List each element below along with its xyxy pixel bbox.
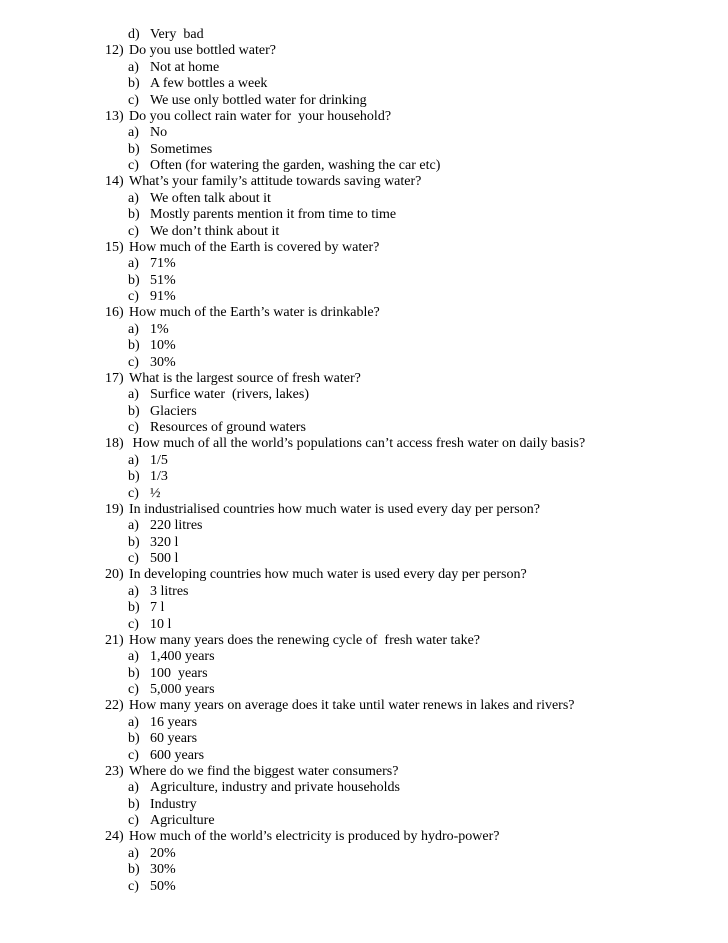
question — [0, 43, 728, 59]
answer-option — [0, 551, 728, 567]
option-letter: b) — [128, 403, 140, 419]
option-text: Surfice water (rivers, lakes) — [150, 387, 309, 403]
option-text: 5,000 years — [150, 682, 215, 697]
answer-option — [0, 355, 728, 371]
question — [0, 698, 728, 714]
option-text: 600 years — [150, 747, 205, 763]
answer-option — [0, 420, 728, 436]
option-letter: a) — [128, 845, 139, 861]
answer-option — [0, 289, 728, 305]
option-text: Glaciers — [150, 403, 197, 419]
option-text: 71% — [150, 256, 176, 272]
question — [0, 829, 728, 845]
question — [0, 371, 728, 387]
question-number: 20) — [105, 567, 124, 583]
answer-option — [0, 191, 728, 207]
answer-option — [0, 600, 728, 616]
option-letter: c) — [128, 485, 139, 501]
answer-option — [0, 60, 728, 76]
question-block — [0, 371, 728, 437]
option-text: Mostly parents mention it from time to time — [150, 207, 397, 223]
option-text: 60 years — [150, 731, 198, 747]
answer-option — [0, 125, 728, 141]
question-number: 21) — [105, 632, 124, 648]
question-list — [0, 43, 728, 895]
option-text: 50% — [150, 878, 176, 894]
option-letter: b) — [128, 862, 140, 878]
option-letter: b) — [128, 338, 140, 354]
question-text: How much of all the world’s populations can’t access fresh water on daily basis? — [129, 436, 586, 452]
questionnaire-page — [0, 27, 728, 895]
question — [0, 174, 728, 190]
question-block — [0, 43, 728, 109]
question-number: 14) — [105, 174, 124, 190]
option-text: 1,400 years — [150, 649, 215, 665]
option-letter: b) — [128, 207, 140, 223]
answer-option — [0, 273, 728, 289]
option-text: 16 years — [150, 714, 198, 730]
option-letter: a) — [128, 59, 139, 75]
answer-option — [0, 748, 728, 764]
answer-option — [0, 338, 728, 354]
option-text: 500 l — [150, 551, 179, 566]
answer-option — [0, 617, 728, 633]
option-letter: c) — [128, 813, 139, 828]
option-text: We don’t think about it — [150, 223, 280, 239]
question-number: 18) — [105, 436, 124, 452]
option-text: 10 l — [150, 616, 172, 632]
answer-option — [0, 207, 728, 223]
answer-option — [0, 862, 728, 878]
option-letter: b) — [128, 534, 140, 550]
question-text: In developing countries how much water is used every day per person? — [129, 567, 527, 583]
answer-option — [0, 715, 728, 731]
answer-option — [0, 142, 728, 158]
option-letter: b) — [128, 796, 140, 812]
question-number: 22) — [105, 698, 124, 714]
option-text: 1/3 — [150, 469, 168, 485]
option-letter: b) — [128, 141, 140, 157]
option-letter: c) — [128, 223, 139, 239]
question-block — [0, 109, 728, 175]
option-letter: c) — [128, 158, 139, 173]
option-text: A few bottles a week — [150, 76, 268, 92]
question-block — [0, 633, 728, 699]
answer-option — [0, 797, 728, 813]
option-letter: b) — [128, 469, 140, 485]
question-number: 16) — [105, 305, 124, 321]
answer-option — [0, 731, 728, 747]
answer-option — [0, 93, 728, 109]
option-letter: b) — [128, 272, 140, 288]
option-letter: a) — [128, 518, 139, 534]
answer-option — [0, 76, 728, 92]
question-text: How much of the Earth is covered by water? — [129, 239, 380, 255]
answer-option — [0, 584, 728, 600]
option-letter: c) — [128, 878, 139, 894]
question-text: What is the largest source of fresh water? — [129, 370, 361, 386]
option-text: No — [150, 125, 168, 141]
option-letter: b) — [128, 600, 140, 616]
option-letter: b) — [128, 731, 140, 747]
option-text: We often talk about it — [150, 190, 271, 206]
option-letter: a) — [128, 256, 139, 272]
question-number: 24) — [105, 829, 124, 845]
answer-option — [0, 453, 728, 469]
question-block — [0, 698, 728, 764]
option-letter: a) — [128, 190, 139, 206]
question-number: 17) — [105, 370, 124, 386]
question — [0, 240, 728, 256]
answer-option — [0, 158, 728, 174]
question-block — [0, 502, 728, 568]
question — [0, 436, 728, 452]
option-text: Very bad — [150, 27, 204, 42]
option-letter: d) — [128, 27, 140, 42]
answer-option — [0, 224, 728, 240]
option-text: Often (for watering the garden, washing the car etc) — [150, 158, 441, 173]
question-block — [0, 305, 728, 371]
option-text: 30% — [150, 862, 176, 878]
answer-option — [0, 469, 728, 485]
option-letter: c) — [128, 92, 139, 108]
question-number: 12) — [105, 43, 124, 59]
question — [0, 109, 728, 125]
answer-option — [0, 780, 728, 796]
option-letter: b) — [128, 665, 140, 681]
question-block — [0, 567, 728, 633]
question — [0, 633, 728, 649]
option-text: 100 years — [150, 665, 208, 681]
option-letter: c) — [128, 289, 139, 304]
option-text: 20% — [150, 845, 176, 861]
answer-option — [0, 404, 728, 420]
question-number: 13) — [105, 108, 124, 124]
option-text: 51% — [150, 272, 176, 288]
answer-option — [0, 846, 728, 862]
option-text: 30% — [150, 354, 176, 370]
question-number: 15) — [105, 239, 124, 255]
answer-option — [0, 682, 728, 698]
question-block — [0, 764, 728, 830]
question-text: Where do we find the biggest water consumers? — [129, 763, 399, 779]
answer-option — [0, 387, 728, 403]
answer-option — [0, 256, 728, 272]
option-text: Sometimes — [150, 141, 213, 157]
question-text: How much of the Earth’s water is drinkable? — [129, 305, 380, 321]
option-letter: a) — [128, 321, 139, 337]
option-letter: c) — [128, 551, 139, 566]
option-letter: c) — [128, 682, 139, 697]
option-letter: c) — [128, 420, 139, 435]
option-text: 10% — [150, 338, 176, 354]
question-text: Do you collect rain water for your household? — [129, 108, 392, 124]
question-text: How many years on average does it take until water renews in lakes and rivers? — [129, 698, 575, 714]
option-text: 220 litres — [150, 518, 203, 534]
option-letter: a) — [128, 780, 139, 796]
answer-option — [0, 322, 728, 338]
option-text: 7 l — [150, 600, 165, 616]
option-letter: a) — [128, 125, 139, 141]
answer-option — [0, 649, 728, 665]
option-text: ½ — [150, 485, 161, 501]
option-letter: a) — [128, 714, 139, 730]
option-text: 91% — [150, 289, 176, 304]
question-text: What’s your family’s attitude towards saving water? — [129, 174, 422, 190]
option-letter: b) — [128, 76, 140, 92]
answer-option — [0, 535, 728, 551]
option-letter: a) — [128, 583, 139, 599]
question-block — [0, 174, 728, 240]
answer-option — [0, 486, 728, 502]
option-text: Agriculture, industry and private households — [150, 780, 401, 796]
option-letter: c) — [128, 747, 139, 763]
option-letter: a) — [128, 387, 139, 403]
question — [0, 502, 728, 518]
question — [0, 305, 728, 321]
option-text: 3 litres — [150, 583, 189, 599]
option-text: Industry — [150, 796, 197, 812]
question-number: 23) — [105, 763, 124, 779]
question-block — [0, 436, 728, 502]
option-letter: c) — [128, 616, 139, 632]
question-text: How many years does the renewing cycle of fresh water take? — [129, 632, 481, 648]
option-text: Resources of ground waters — [150, 420, 306, 435]
option-text: 1/5 — [150, 452, 168, 468]
question-block — [0, 240, 728, 306]
question — [0, 567, 728, 583]
option-letter: c) — [128, 354, 139, 370]
question — [0, 764, 728, 780]
option-d-very-bad — [0, 27, 728, 43]
option-letter: a) — [128, 649, 139, 665]
question-text: In industrialised countries how much water is used every day per person? — [129, 501, 540, 517]
option-text: Not at home — [150, 59, 220, 75]
option-text: 320 l — [150, 534, 179, 550]
question-number: 19) — [105, 501, 124, 517]
question-text: Do you use bottled water? — [129, 43, 276, 59]
question-block — [0, 829, 728, 895]
option-text: 1% — [150, 321, 169, 337]
answer-option — [0, 666, 728, 682]
answer-option — [0, 879, 728, 895]
option-text: Agriculture — [150, 813, 215, 828]
option-letter: a) — [128, 452, 139, 468]
option-text: We use only bottled water for drinking — [150, 92, 367, 108]
answer-option — [0, 813, 728, 829]
answer-option — [0, 518, 728, 534]
question-text: How much of the world’s electricity is produced by hydro-power? — [129, 829, 500, 845]
